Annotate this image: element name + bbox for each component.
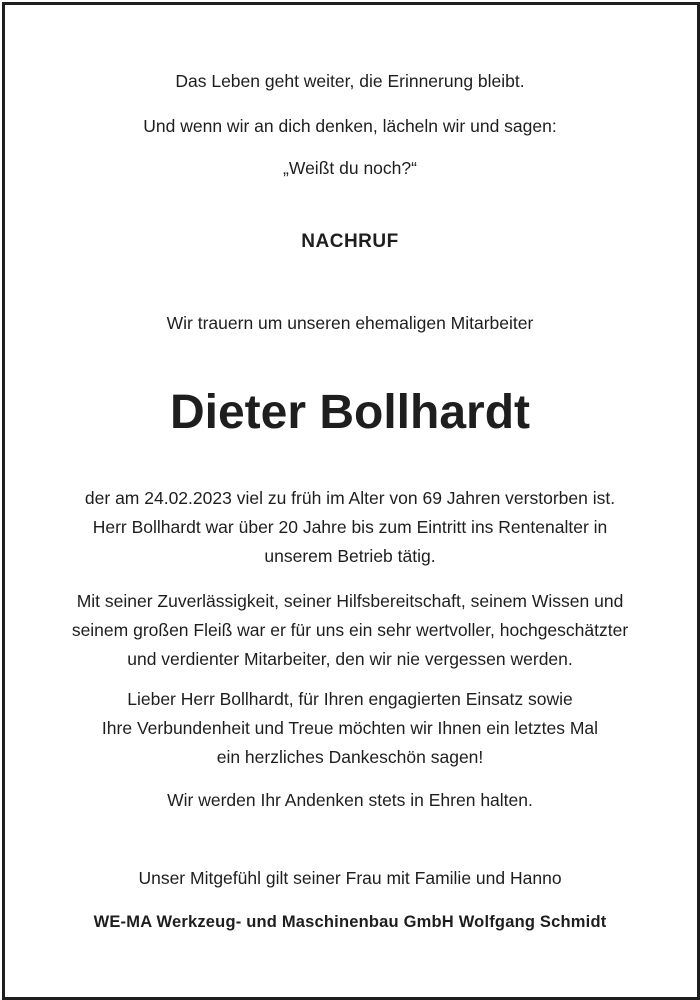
condolence-text: Unser Mitgefühl gilt seiner Frau mit Familie und Hanno [138,868,562,888]
paragraph-2-line-3: und verdienter Mitarbeiter, den wir nie vergessen werden. [127,649,573,669]
deceased-name: Dieter Bollhardt [169,386,531,439]
paragraph-2-line-1: Mit seiner Zuverlässigkeit, seiner Hilfsbereitschaft, seinem Wissen und [76,591,624,611]
paragraph-1-line-3: unserem Betrieb tätig. [264,546,436,566]
paragraph-1-line-1: der am 24.02.2023 viel zu früh im Alter von 69 Jahren verstorben ist. [84,488,616,508]
verse-line-2: Und wenn wir an dich denken, lächeln wir und sagen: [143,116,557,136]
paragraph-4-line-1: Wir werden Ihr Andenken stets in Ehren halten. [167,790,533,810]
paragraph-1-line-2: Herr Bollhardt war über 20 Jahre bis zum Eintritt ins Rentenalter in [92,517,608,537]
paragraph-2-line-2: seinem großen Fleiß war er für uns ein sehr wertvoller, hochgeschätzter [71,620,629,640]
paragraph-3-line-2: Ihre Verbundenheit und Treue möchten wir Ihnen ein letztes Mal [101,718,599,738]
obituary-heading: NACHRUF [301,231,399,252]
verse-line-1: Das Leben geht weiter, die Erinnerung bleibt. [175,71,525,91]
company-signature: WE-MA Werkzeug- und Maschinenbau GmbH Wolfgang Schmidt [93,913,607,931]
paragraph-3-line-3: ein herzliches Dankeschön sagen! [216,747,484,767]
verse-line-3: „Weißt du noch?“ [283,158,417,178]
intro-text: Wir trauern um unseren ehemaligen Mitarbeiter [166,313,534,333]
paragraph-3-line-1: Lieber Herr Bollhardt, für Ihren engagierten Einsatz sowie [127,689,573,709]
